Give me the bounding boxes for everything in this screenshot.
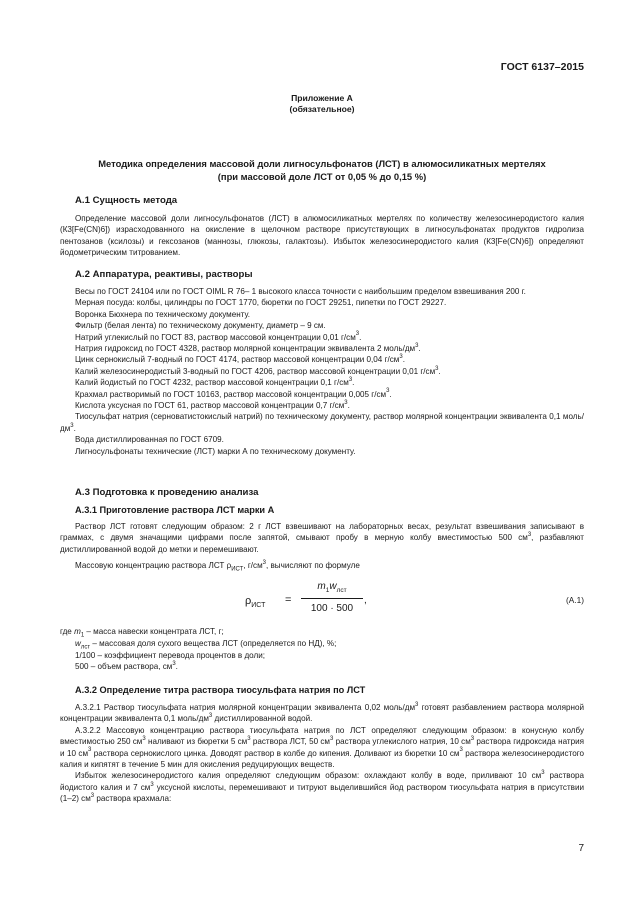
item-sodium-carbonate: Натрий углекислый по ГОСТ 83, раствор массовой концентрации 0,01 $г/см^3$.: [75, 331, 362, 342]
section-a2-heading: А.2 Аппаратура, реактивы, растворы: [75, 269, 253, 280]
section-a32-text: [60, 702, 584, 805]
section-a2-list: [60, 286, 584, 457]
item-filter: Фильтр (белая лента) по техническому документу, диаметр – 9 см.: [75, 321, 326, 331]
paragraph-a322: А.3.2.2 Массовую концентрацию раствора тиосульфата натрия по ЛСТ определяют следующим образом: в конусную колбу вместимостью 250 $см^3$ наливают из бюретки 5 $см^3$ раствора ЛСТ, 50 $см^3$ раствора углекислого натрия, 10 $см^3$ раствора гидроксида натрия и 10 $см^3$ раствора сернокислого цинка. Доводят раствор в колбе до кипения. Доливают из бюретки 10 $см^3$ раствора железосинеродистого калия и кипятят в течение 5 мин для окисления редуцирующих веществ.: [60, 725, 585, 770]
item-glassware: Мерная посуда: колбы, цилиндры по ГОСТ 1770, бюретки по ГОСТ 29251, пипетки по ГОСТ 29227.: [75, 298, 447, 308]
formula-number: (А.1): [566, 595, 584, 605]
method-title-line2: (при массовой доле ЛСТ от 0,05 % до 0,15 %): [217, 171, 427, 182]
formula-denominator: 100 · 500: [310, 603, 354, 614]
page-number: 7: [578, 843, 584, 854]
item-potassium-ferricyanide: Калий железосинеродистый 3-водный по ГОСТ 4206, раствор массовой концентрации 0,01 $г/см^3$.: [75, 365, 441, 376]
item-buchner: Воронка Бюхнера по техническому документу.: [75, 309, 250, 319]
annex-title: Приложение А: [291, 93, 353, 103]
where-m1: где $m_1$ – масса навески концентрата ЛСТ, г;: [60, 627, 224, 639]
item-acetic-acid: Кислота уксусная по ГОСТ 61, раствор массовой концентрации 0,7 $г/см^3$.: [75, 399, 350, 411]
formula-comma: ,: [364, 595, 367, 606]
where-volume: 500 – объем раствора, $см^3$.: [75, 660, 178, 671]
item-starch: Крахмал растворимый по ГОСТ 10163, раствор массовой концентрации 0,005 $г/см^3$.: [75, 388, 392, 399]
fraction-bar: [301, 598, 363, 599]
standard-number: ГОСТ 6137–2015: [500, 61, 584, 73]
annex-heading: [60, 93, 584, 115]
annex-status: (обязательное): [289, 104, 355, 114]
item-thiosulfate: Тиосульфат натрия (серноватистокислый натрий) по техническому документу, раствор молярной концентрации эквивалента 0,1 моль/$дм^3$.: [60, 412, 584, 433]
item-lst: Лигносульфонаты технические (ЛСТ) марки А по техническому документу.: [75, 446, 356, 456]
section-a1-paragraph: Определение массовой доли лигносульфонатов (ЛСТ) в алюмосиликатных мертелях по количеству железосинеродистого калия (К3[Fe(CN)6]) израсходованного на окисление в щелочном растворе присутствующих в лигносульфонатах продуктов гидролиза пентозанов (ксилозы) и гексозанов (маннозы, глюкозы, галактозы). Избыток железосинеродистого калия (К3[Fe(CN)6]) определяют йодометрическим титрованием.: [60, 214, 584, 258]
lst-preparation-paragraph: Раствор ЛСТ готовят следующим образом: 2 г ЛСТ взвешивают на лабораторных весах, результат взвешивания записывают в граммах, с двумя значащими цифрами после запятой, смывают пробу в мерную колбу вместимостью 500 $см^3$, разбавляют дистиллированной водой до метки и перемешивают.: [60, 522, 584, 554]
concentration-intro: Массовую концентрацию раствора ЛСТ $\rho_{ИСТ}$, $г/см^3$, вычисляют по формуле: [75, 559, 360, 573]
section-a1-heading: А.1 Сущность метода: [75, 195, 178, 206]
section-a1-text: [60, 213, 584, 259]
section-a3-heading: А.3 Подготовка к проведению анализа: [75, 487, 259, 498]
formula-lhs: $\rho_{ИСТ}$: [245, 595, 266, 610]
item-scales: Весы по ГОСТ 24104 или по ГОСТ OIML R 76– 1 высокого класса точности с наибольшим пределом взвешивания 200 г.: [75, 287, 526, 296]
where-w: $w_{лст}$ – массовая доля сухого вещества ЛСТ (определяется по НД), %;: [75, 639, 337, 651]
section-a31-text: [60, 521, 584, 555]
item-sodium-hydroxide: Натрия гидроксид по ГОСТ 4328, раствор молярной концентрации эквивалента 2 моль/$дм^3$.: [75, 342, 421, 354]
paragraph-a321: А.3.2.1 Раствор тиосульфата натрия молярной концентрации эквивалента 0,02 моль/$дм^3$ готовят разбавлением раствора молярной концентрации эквивалента 0,1 моль/$дм^3$ дистиллированной водой.: [60, 701, 585, 724]
item-zinc-sulfate: Цинк сернокислый 7-водный по ГОСТ 4174, раствор массовой концентрации 0,04 $г/см^3$.: [75, 354, 405, 365]
section-a32-heading: А.3.2 Определение титра раствора тиосульфата натрия по ЛСТ: [75, 685, 366, 695]
section-a31-heading: А.3.1 Приготовление раствора ЛСТ марки А: [75, 505, 275, 515]
method-title-line1: Методика определения массовой доли лигносульфонатов (ЛСТ) в алюмосиликатных мертелях: [98, 158, 546, 169]
method-title: [60, 157, 584, 183]
formula-equals: =: [285, 594, 292, 606]
paragraph-excess: Избыток железосинеродистого калия определяют следующим образом: охлаждают колбу в воде, приливают 10 $см^3$ раствора йодистого калия и 7 $см^3$ уксусной кислоты, перемешивают и титруют выделившийся йод раствором тиосульфата натрия в присутствии (1–2) $см^3$ раствора крахмала:: [60, 770, 584, 804]
formula-numerator: $m_1w_{лст}$: [317, 581, 347, 594]
where-coefficient: 1/100 – коэффициент перевода процентов в доли;: [75, 651, 265, 660]
item-water: Вода дистиллированная по ГОСТ 6709.: [75, 435, 224, 445]
item-potassium-iodide: Калий йодистый по ГОСТ 4232, раствор массовой концентрации 0,1 $г/см^3$.: [75, 377, 355, 388]
